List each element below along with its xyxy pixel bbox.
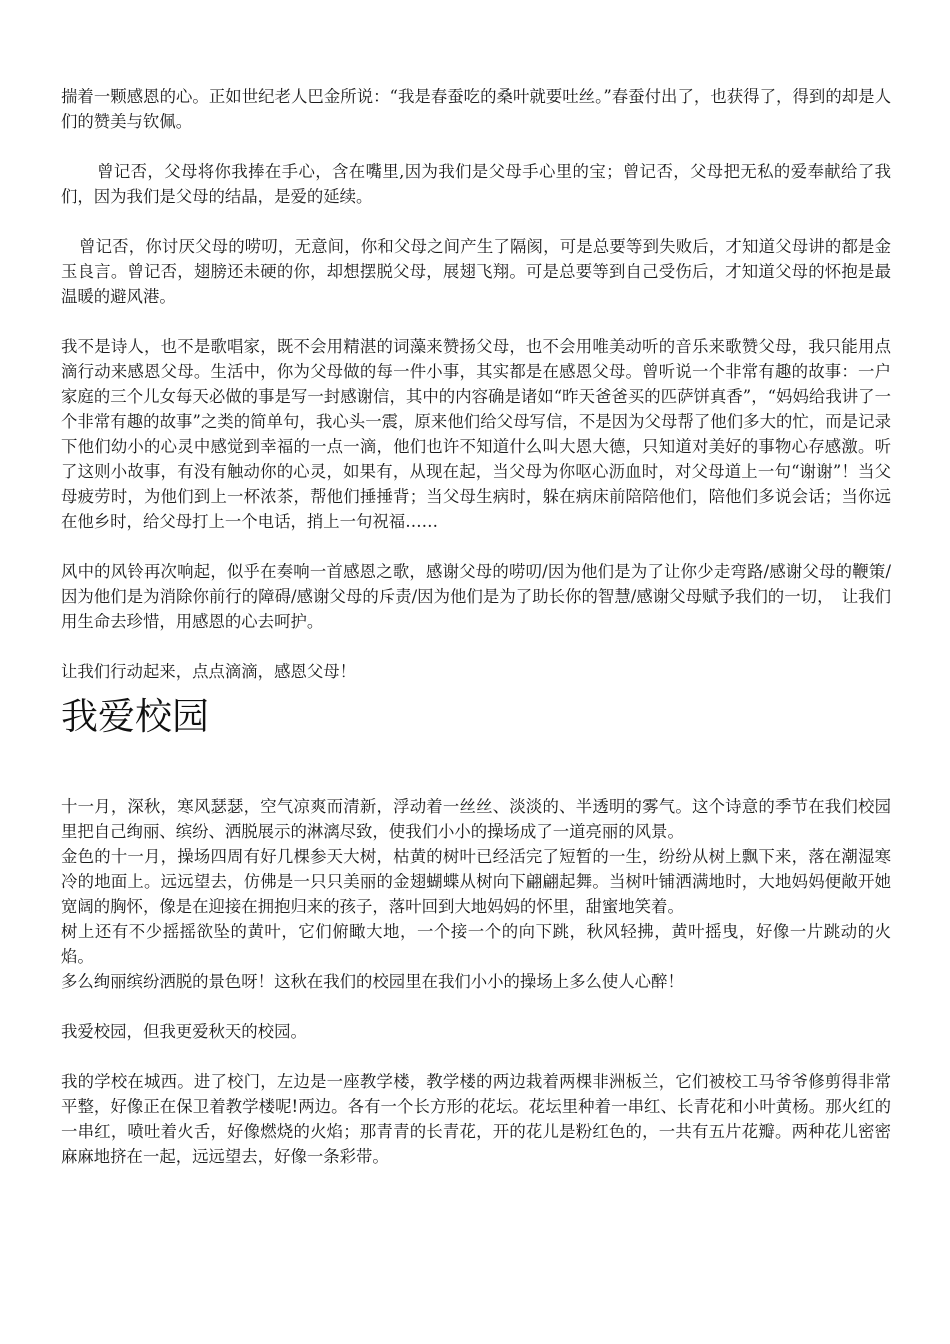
paragraph-story-thank-you-letters: 我不是诗人，也不是歌唱家，既不会用精湛的词藻来赞扬父母，也不会用唯美动听的音乐来歌赞父母，我只能用点滴行动来感恩父母。生活中，你为父母做的每一件小事，其实都是在感恩父母。曾听说一个非常有趣的故事：一户家庭的三个儿女每天必做的事是写一封感谢信，其中的内容确是诸如“昨天爸爸买的匹萨饼真香”，“妈妈给我讲了一个非常有趣的故事”之类的简单句，我心头一震，原来他们给父母写信，不是因为父母帮了他们多大的忙，而是记录下他们幼小的心灵中感觉到幸福的一点一滴，他们也许不知道什么叫大恩大德，只知道对美好的事物心存感激。听了这则小故事，有没有触动你的心灵，如果有，从现在起，当父母为你呕心沥血时，对父母道上一句“谢谢”！当父母疲劳时，为他们到上一杯浓茶，帮他们捶捶背；当父母生病时，躲在病床前陪陪他们，陪他们多说会话；当你远在他乡时，给父母打上一个电话，捎上一句祝福…… <box>61 337 891 531</box>
paragraph-golden-november: 金色的十一月，操场四周有好几棵参天大树，枯黄的树叶已经活完了短暂的一生，纷纷从树上飘下来，落在潮湿寒冷的地面上。远远望去，仿佛是一只只美丽的金翅蝴蝶从树向下翩翩起舞。当树叶铺洒满地时，大地妈妈便敞开她宽阔的胸怀，像是在迎接在拥抱归来的孩子，落叶回到大地妈妈的怀里，甜蜜地笑着。 <box>61 847 891 916</box>
paragraph-november-autumn: 十一月，深秋，寒风瑟瑟，空气凉爽而清新，浮动着一丝丝、淡淡的、半透明的雾气。这个诗意的季节在我们校园里把自己绚丽、缤纷、洒脱展示的淋漓尽致，使我们小小的操场成了一道亮丽的风景。 <box>61 797 891 841</box>
paragraph-remember-parents-nagging: 曾记否，你讨厌父母的唠叨，无意间，你和父母之间产生了隔阂，可是总要等到失败后，才知道父母讲的都是金玉良言。曾记否，翅膀还未硬的你，却想摆脱父母，展翅飞翔。可是总要等到自己受伤后，才知道父母的怀抱是最温暖的避风港。 <box>61 237 891 306</box>
essay-title: 我爱校园 <box>61 695 209 738</box>
paragraph-gratitude-intro: 揣着一颗感恩的心。正如世纪老人巴金所说：“我是春蚕吃的桑叶就要吐丝。”春蚕付出了，也获得了，得到的却是人们的赞美与钦佩。 <box>61 87 891 131</box>
paragraph-yellow-leaves: 树上还有不少摇摇欲坠的黄叶，它们俯瞰大地，一个接一个的向下跳，秋风轻拂，黄叶摇曳，好像一片跳动的火焰。 <box>61 922 891 966</box>
paragraph-scenery-exclamation: 多么绚丽缤纷洒脱的景色呀！这秋在我们的校园里在我们小小的操场上多么使人心醉！ <box>61 972 684 991</box>
paragraph-wind-chime: 风中的风铃再次响起，似乎在奏响一首感恩之歌，感谢父母的唠叨/因为他们是为了让你少走弯路/感谢父母的鞭策/因为他们是为消除你前行的障碍/感谢父母的斥责/因为他们是为了助长你的智慧/感谢父母赋予我们的一切， 让我们用生命去珍惜，用感恩的心去呵护。 <box>61 562 891 631</box>
paragraph-call-to-action: 让我们行动起来，点点滴滴，感恩父母！ <box>61 662 357 681</box>
document-page <box>61 84 891 1169</box>
paragraph-school-description: 我的学校在城西。进了校门，左边是一座教学楼，教学楼的两边栽着两棵非洲板兰，它们被校工马爷爷修剪得非常平整，好像正在保卫着教学楼呢!两边。各有一个长方形的花坛。花坛里种着一串红、长青花和小叶黄杨。那火红的一串红，喷吐着火舌，好像燃烧的火焰；那青青的长青花，开的花儿是粉红色的，一共有五片花瓣。两种花儿密密麻麻地挤在一起，远远望去，好像一条彩带。 <box>61 1072 891 1166</box>
paragraph-love-autumn-campus: 我爱校园，但我更爱秋天的校园。 <box>61 1022 307 1041</box>
paragraph-remember-parents-love: 曾记否，父母将你我捧在手心，含在嘴里,因为我们是父母手心里的宝；曾记否，父母把无私的爱奉献给了我们，因为我们是父母的结晶，是爱的延续。 <box>61 162 891 206</box>
